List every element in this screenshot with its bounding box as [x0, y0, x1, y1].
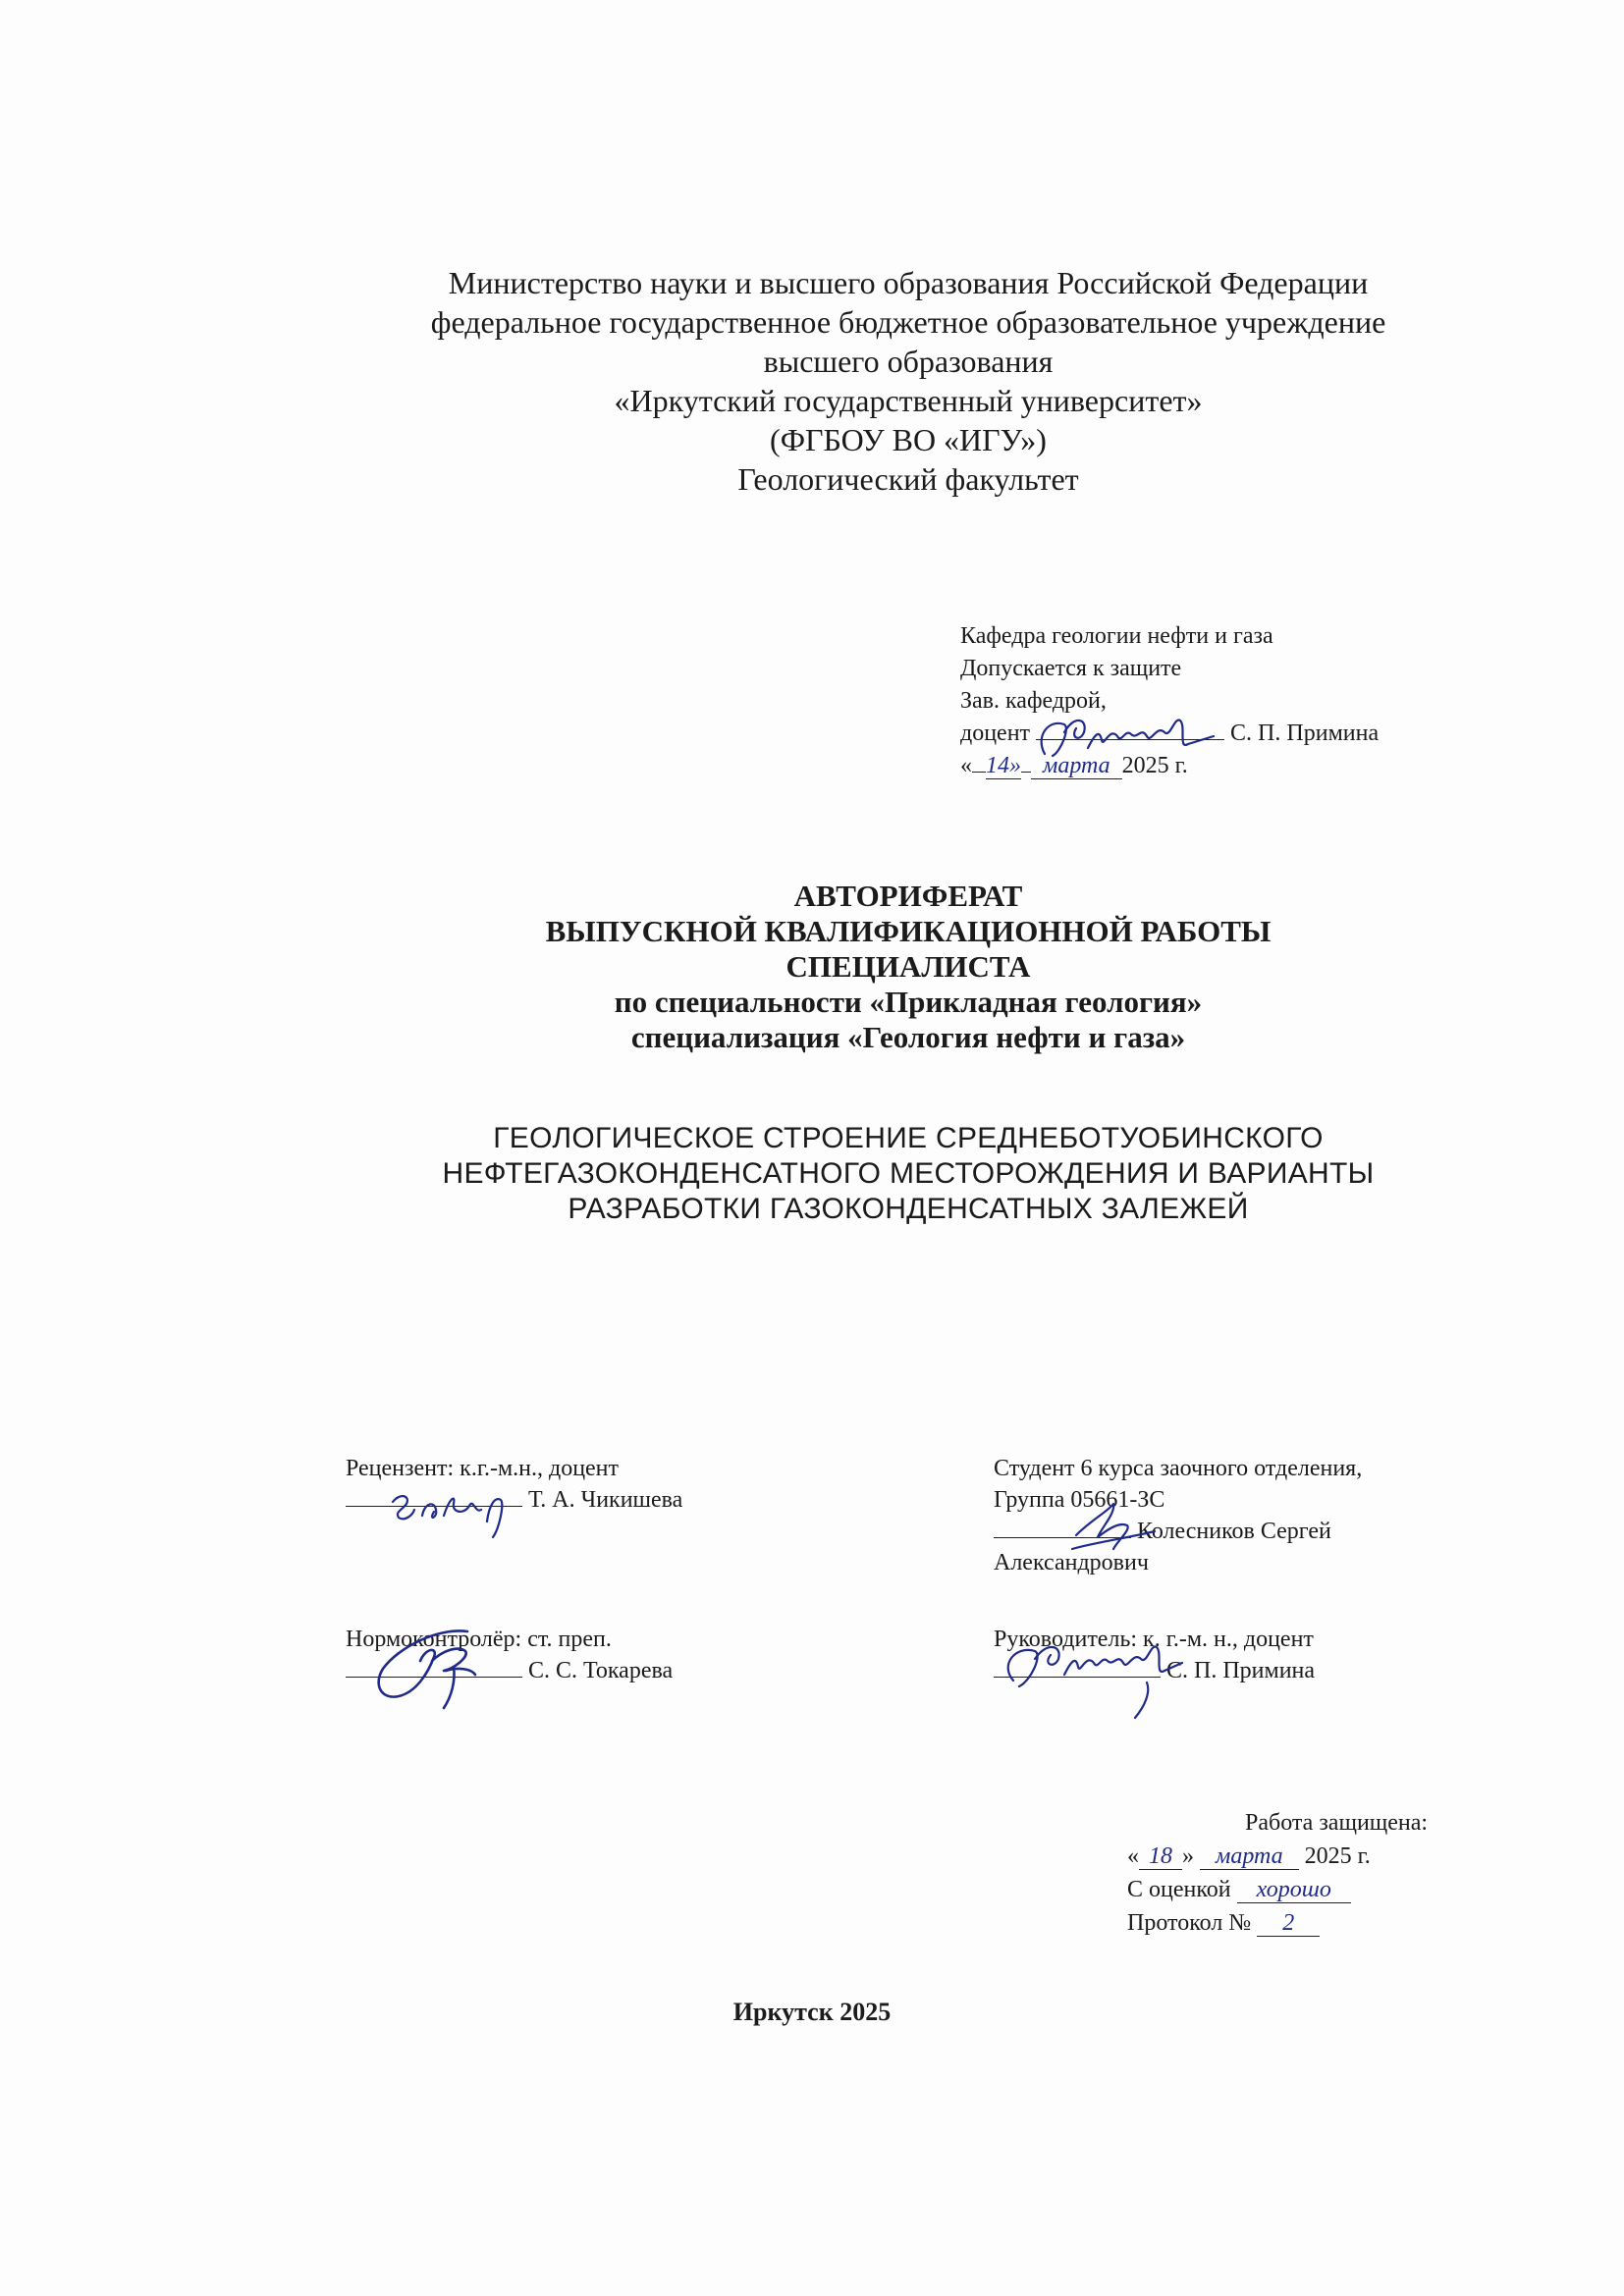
work-title-block [295, 879, 1522, 1055]
specialty-line: по специальности «Прикладная геология» [614, 985, 1203, 1019]
admitted-label: Допускается к защите [960, 656, 1182, 681]
thesis-theme [295, 1121, 1522, 1227]
date-open-quote: « [1127, 1843, 1139, 1869]
supervisor-signature-icon [990, 1631, 1216, 1730]
student-block [994, 1453, 1362, 1578]
defense-block [1127, 1806, 1428, 1940]
header-line: Министерство науки и высшего образования Российской Федерации [448, 265, 1369, 300]
grade-line [1127, 1873, 1428, 1906]
position-label: доцент [960, 721, 1031, 746]
student-name-2: Александрович [994, 1550, 1149, 1575]
date-month: марта [1031, 753, 1122, 779]
header-line: высшего образования [763, 344, 1054, 379]
grade-value: хорошо [1237, 1877, 1351, 1903]
date-suffix: г. [1174, 753, 1188, 778]
reviewer-signature-icon [385, 1482, 532, 1541]
defense-label: Работа защищена: [1245, 1810, 1429, 1836]
normcontrol-block [346, 1624, 673, 1686]
header-line: федеральное государственное бюджетное образовательное учреждение [430, 304, 1386, 340]
normcontrol-name: С. С. Токарева [528, 1658, 674, 1683]
grade-label: С оценкой [1127, 1877, 1231, 1902]
title-line: ВЫПУСКНОЙ КВАЛИФИКАЦИОННОЙ РАБОТЫ [545, 914, 1272, 948]
head-label: Зав. кафедрой, [960, 688, 1107, 714]
institution-header [295, 263, 1522, 499]
theme-line: ГЕОЛОГИЧЕСКОЕ СТРОЕНИЕ СРЕДНЕБОТУОБИНСКОГО [493, 1122, 1324, 1154]
protocol-label: Протокол № [1127, 1910, 1252, 1936]
head-signature-icon [1031, 707, 1247, 775]
normcontrol-role: Нормоконтролёр: ст. преп. [346, 1627, 612, 1652]
date-blank [1021, 750, 1031, 773]
reviewer-block [346, 1453, 682, 1516]
date-year: 2025 [1121, 753, 1169, 778]
reviewer-name: Т. А. Чикишева [528, 1487, 683, 1513]
approval-block [960, 620, 1379, 782]
student-group: Группа 05661-ЗС [994, 1487, 1165, 1513]
date-close-quote: » [1182, 1843, 1194, 1869]
student-signature-icon [1062, 1492, 1180, 1571]
supervisor-block [994, 1624, 1315, 1686]
normcontrol-signature-icon [359, 1618, 516, 1716]
title-line: СПЕЦИАЛИСТА [785, 949, 1031, 984]
defense-year: 2025 г. [1304, 1843, 1371, 1869]
head-name: С. П. Примина [1230, 721, 1380, 746]
date-open-quote: « [960, 753, 972, 778]
theme-line: РАЗРАБОТКИ ГАЗОКОНДЕНСАТНЫХ ЗАЛЕЖЕЙ [568, 1193, 1249, 1225]
date-blank [972, 750, 986, 773]
defense-day: 18 [1139, 1843, 1182, 1870]
protocol-number: 2 [1257, 1910, 1320, 1937]
protocol-line [1127, 1906, 1428, 1940]
student-name: Колесников Сергей [1137, 1519, 1331, 1544]
student-role: Студент 6 курса заочного отделения, [994, 1456, 1363, 1481]
header-line: (ФГБОУ ВО «ИГУ») [770, 422, 1047, 457]
date-day: 14» [986, 753, 1021, 778]
theme-line: НЕФТЕГАЗОКОНДЕНСАТНОГО МЕСТОРОЖДЕНИЯ И ВАРИАНТЫ [442, 1157, 1375, 1190]
city-year: Иркутск 2025 [732, 1998, 892, 2026]
reviewer-role: Рецензент: к.г.-м.н., доцент [346, 1456, 620, 1481]
header-line: «Иркутский государственный университет» [614, 383, 1203, 418]
specialization-line: специализация «Геология нефти и газа» [630, 1020, 1186, 1054]
department-label: Кафедра геологии нефти и газа [960, 623, 1273, 649]
supervisor-name: С. П. Примина [1166, 1658, 1316, 1683]
defense-date-line [1127, 1840, 1428, 1873]
header-line: Геологический факультет [737, 461, 1079, 497]
supervisor-role: Руководитель: к. г.-м. н., доцент [994, 1627, 1314, 1652]
defense-month: марта [1200, 1843, 1299, 1870]
title-line: АВТОРИФЕРАТ [793, 879, 1023, 913]
